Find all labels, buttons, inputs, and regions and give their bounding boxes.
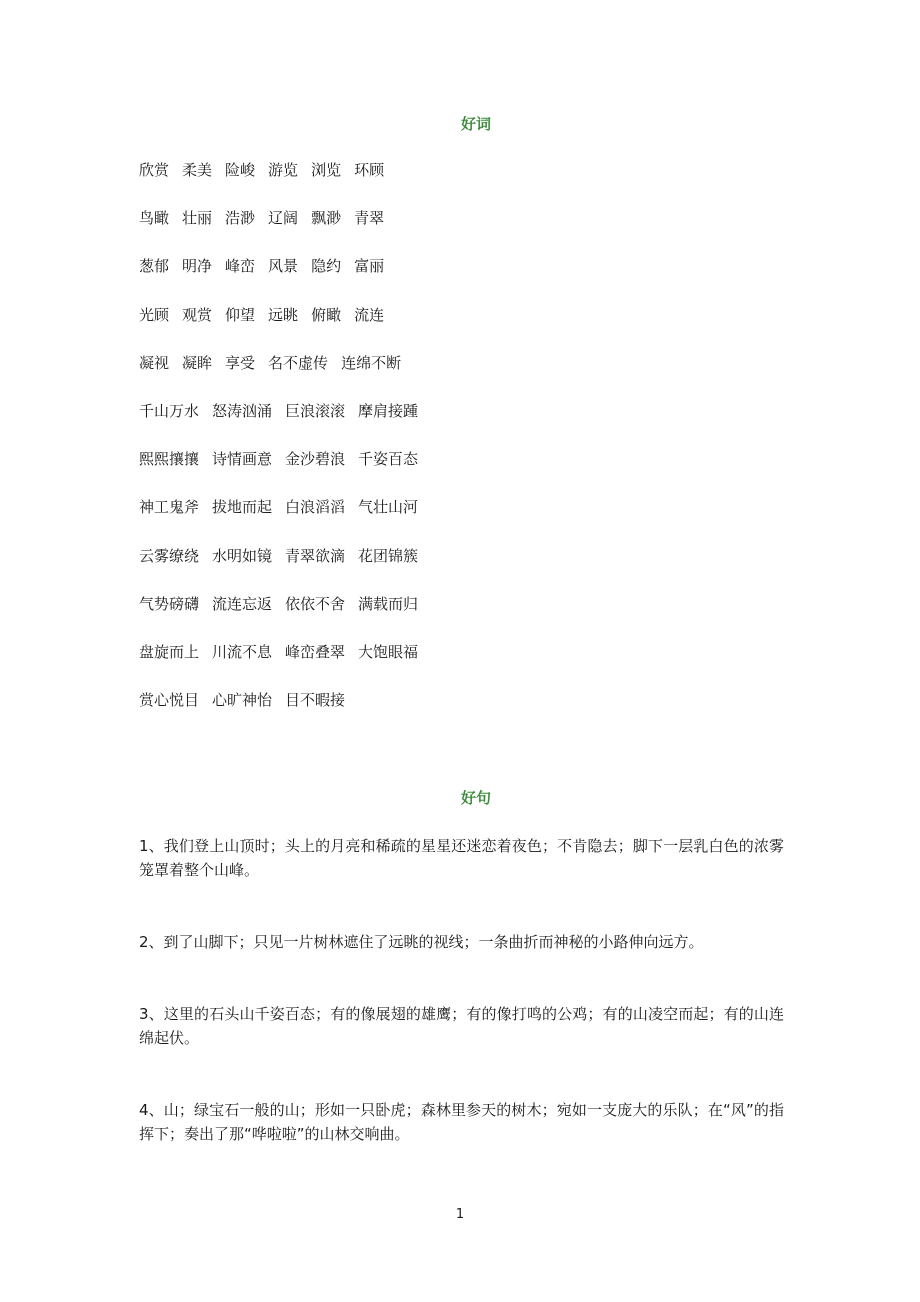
word-item: 盘旋而上 (139, 642, 200, 661)
word-row (139, 449, 431, 497)
page-number: 1 (455, 1207, 465, 1222)
word-item: 凝眸 (182, 353, 213, 372)
word-item: 辽阔 (268, 209, 299, 228)
word-item: 赏心悦目 (139, 691, 200, 710)
word-row (139, 642, 431, 690)
word-row (139, 305, 431, 353)
word-item: 诗情画意 (212, 450, 273, 469)
word-item: 环顾 (354, 161, 385, 179)
word-item: 巨浪滚滚 (285, 401, 346, 420)
word-item: 峰峦叠翠 (285, 642, 346, 661)
word-item: 川流不息 (212, 642, 273, 661)
section-heading-sentences: 好句 (460, 789, 491, 807)
word-item: 千姿百态 (358, 450, 419, 469)
word-item: 心旷神怡 (212, 691, 273, 710)
word-item: 风景 (268, 257, 299, 276)
word-item: 享受 (225, 353, 256, 372)
word-item: 隐约 (311, 257, 342, 276)
word-row (139, 208, 431, 256)
word-item: 大饱眼福 (358, 642, 419, 661)
word-item: 满载而归 (358, 594, 419, 613)
word-item: 富丽 (354, 257, 385, 276)
word-item: 远眺 (268, 305, 299, 324)
word-item: 仰望 (225, 305, 256, 324)
word-item: 花团锦簇 (358, 546, 419, 565)
word-row (139, 256, 431, 304)
word-item: 名不虚传 (268, 353, 329, 372)
word-row (139, 546, 431, 594)
sentence-paragraph: 4、山；绿宝石一般的山；形如一只卧虎；森林里参天的树木；宛如一支庞大的乐队；在“风”的指挥下；奏出了那“哗啦啦”的山林交响曲。 (139, 1101, 784, 1143)
word-item: 流连 (354, 305, 385, 324)
word-item: 光顾 (139, 305, 170, 324)
word-item: 云雾缭绕 (139, 546, 200, 565)
word-item: 峰峦 (225, 257, 256, 276)
word-item: 怒涛汹涌 (212, 401, 273, 420)
word-item: 连绵不断 (341, 353, 402, 372)
word-item: 险峻 (225, 161, 256, 179)
word-list (139, 160, 431, 738)
word-item: 依依不舍 (285, 594, 346, 613)
sentence-paragraph: 3、这里的石头山千姿百态；有的像展翅的雄鹰；有的像打鸣的公鸡；有的山凌空而起；有的山连绵起伏。 (139, 1005, 784, 1047)
word-row (139, 497, 431, 545)
word-item: 观赏 (182, 305, 213, 324)
word-row (139, 160, 431, 208)
word-item: 飘渺 (311, 209, 342, 228)
word-item: 壮丽 (182, 209, 213, 228)
word-item: 凝视 (139, 353, 170, 372)
word-row (139, 353, 431, 401)
word-item: 浩渺 (225, 209, 256, 228)
word-item: 俯瞰 (311, 305, 342, 324)
word-item: 青翠 (354, 209, 385, 228)
word-item: 明净 (182, 257, 213, 276)
word-item: 目不暇接 (285, 691, 346, 710)
word-item: 熙熙攘攘 (139, 450, 200, 469)
word-item: 神工鬼斧 (139, 498, 200, 517)
sentence-paragraph: 1、我们登上山顶时；头上的月亮和稀疏的星星还迷恋着夜色；不肯隐去；脚下一层乳白色的浓雾笼罩着整个山峰。 (139, 837, 784, 879)
sentence-paragraph: 2、到了山脚下；只见一片树林遮住了远眺的视线；一条曲折而神秘的小路伸向远方。 (139, 933, 704, 951)
word-item: 气壮山河 (358, 498, 419, 517)
word-item: 摩肩接踵 (358, 401, 419, 420)
word-item: 水明如镜 (212, 546, 273, 565)
section-heading-words: 好词 (460, 115, 491, 133)
word-item: 游览 (268, 161, 299, 179)
word-item: 柔美 (182, 161, 213, 179)
word-item: 白浪滔滔 (285, 498, 346, 517)
word-row (139, 401, 431, 449)
word-item: 葱郁 (139, 257, 170, 276)
word-item: 拔地而起 (212, 498, 273, 517)
word-item: 欣赏 (139, 161, 170, 179)
word-row (139, 594, 431, 642)
word-item: 气势磅礴 (139, 594, 200, 613)
word-item: 千山万水 (139, 401, 200, 420)
word-item: 浏览 (311, 161, 342, 179)
word-item: 金沙碧浪 (285, 450, 346, 469)
word-row (139, 690, 431, 738)
word-item: 鸟瞰 (139, 209, 170, 228)
word-item: 流连忘返 (212, 594, 273, 613)
word-item: 青翠欲滴 (285, 546, 346, 565)
